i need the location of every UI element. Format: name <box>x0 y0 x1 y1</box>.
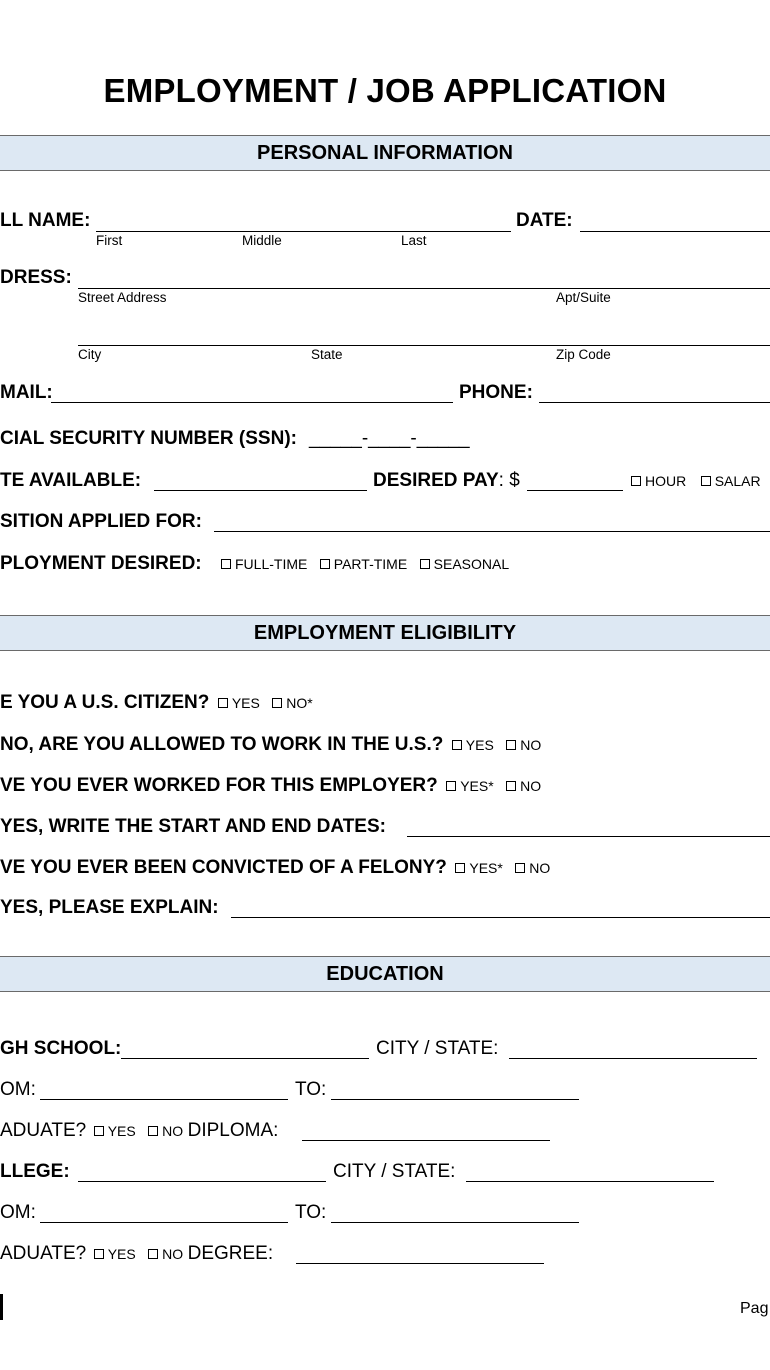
zip-caption: Zip Code <box>556 347 611 362</box>
address-label: DRESS: <box>0 267 72 288</box>
degree-field[interactable] <box>296 1263 544 1264</box>
authorized-no-label: NO <box>520 737 542 753</box>
hour-label: HOUR <box>645 473 687 489</box>
college-label: LLEGE: <box>0 1161 70 1182</box>
page-title: EMPLOYMENT / JOB APPLICATION <box>103 72 667 109</box>
hs-from-label: OM: <box>0 1079 36 1100</box>
hs-graduate-label: ADUATE? <box>0 1120 87 1141</box>
seasonal-label: SEASONAL <box>433 556 510 572</box>
felony-question-label: VE YOU EVER BEEN CONVICTED OF A FELONY? <box>0 857 447 878</box>
felony-no-label: NO <box>529 860 551 876</box>
date-label: DATE: <box>516 210 573 231</box>
hs-graduate-no-label: NO <box>162 1123 184 1139</box>
full-name-field[interactable] <box>96 231 511 232</box>
part-time-checkbox[interactable] <box>320 559 330 569</box>
pay-prefix: : $ <box>498 470 520 491</box>
desired-pay-group <box>373 470 520 492</box>
phone-label: PHONE: <box>459 382 533 403</box>
explain-field[interactable] <box>231 917 770 918</box>
date-available-label: TE AVAILABLE: <box>0 470 142 491</box>
degree-label: DEGREE: <box>187 1243 274 1264</box>
citizen-yes-label: YES <box>231 695 260 711</box>
college-city-state-label: CITY / STATE: <box>333 1161 456 1182</box>
felony-yes-checkbox[interactable] <box>455 863 465 873</box>
diploma-label: DIPLOMA: <box>187 1120 279 1141</box>
salary-label: SALAR <box>714 473 761 489</box>
high-school-field[interactable] <box>121 1058 369 1059</box>
section-header-eligibility: EMPLOYMENT ELIGIBILITY <box>0 615 770 651</box>
college-from-field[interactable] <box>40 1222 288 1223</box>
college-from-label: OM: <box>0 1202 36 1223</box>
hs-to-label: TO: <box>295 1079 327 1100</box>
diploma-field[interactable] <box>302 1140 550 1141</box>
authorized-yes-label: YES <box>465 737 494 753</box>
state-caption: State <box>311 347 343 362</box>
full-time-checkbox[interactable] <box>221 559 231 569</box>
worked-yes-checkbox[interactable] <box>446 781 456 791</box>
hs-city-state-label: CITY / STATE: <box>376 1038 499 1059</box>
hs-city-state-field[interactable] <box>509 1058 757 1059</box>
desired-pay-label: DESIRED PAY <box>373 470 499 491</box>
citizen-no-checkbox[interactable] <box>272 698 282 708</box>
part-time-label: PART-TIME <box>333 556 408 572</box>
felony-question <box>0 857 550 879</box>
desired-pay-field[interactable] <box>527 490 623 491</box>
date-available-field[interactable] <box>154 490 367 491</box>
seasonal-checkbox[interactable] <box>420 559 430 569</box>
college-graduate-yes-label: YES <box>107 1246 136 1262</box>
college-graduate-no-label: NO <box>162 1246 184 1262</box>
college-graduate-question <box>0 1243 273 1265</box>
email-label: MAIL: <box>0 382 53 403</box>
start-end-dates-field[interactable] <box>407 836 770 837</box>
citizen-question <box>0 692 313 714</box>
hour-checkbox[interactable] <box>631 476 641 486</box>
college-city-state-field[interactable] <box>466 1181 714 1182</box>
city-caption: City <box>78 347 102 362</box>
hs-to-field[interactable] <box>331 1099 579 1100</box>
college-to-label: TO: <box>295 1202 327 1223</box>
felony-no-checkbox[interactable] <box>515 863 525 873</box>
full-name-label: LL NAME: <box>0 210 91 231</box>
middle-name-caption: Middle <box>242 233 282 248</box>
last-name-caption: Last <box>401 233 427 248</box>
previous-employer-question <box>0 775 541 797</box>
employment-type-options <box>219 556 509 574</box>
logo-mark-icon <box>0 1294 3 1320</box>
authorized-no-checkbox[interactable] <box>506 740 516 750</box>
high-school-label: GH SCHOOL: <box>0 1038 122 1059</box>
city-state-zip-field[interactable] <box>78 345 770 346</box>
college-to-field[interactable] <box>331 1222 579 1223</box>
street-caption: Street Address <box>78 290 167 305</box>
section-header-education: EDUCATION <box>0 956 770 992</box>
position-label: SITION APPLIED FOR: <box>0 511 202 532</box>
start-end-dates-label: YES, WRITE THE START AND END DATES: <box>0 816 386 837</box>
work-authorization-question <box>0 734 541 756</box>
hs-from-field[interactable] <box>40 1099 288 1100</box>
citizen-no-label: NO* <box>286 695 313 711</box>
employment-desired-label: PLOYMENT DESIRED: <box>0 553 202 574</box>
ssn-label: CIAL SECURITY NUMBER (SSN): <box>0 428 297 449</box>
email-field[interactable] <box>51 402 453 403</box>
college-graduate-label: ADUATE? <box>0 1243 87 1264</box>
apt-caption: Apt/Suite <box>556 290 611 305</box>
section-header-personal: PERSONAL INFORMATION <box>0 135 770 171</box>
college-graduate-no-checkbox[interactable] <box>148 1249 158 1259</box>
work-authorization-label: NO, ARE YOU ALLOWED TO WORK IN THE U.S.? <box>0 734 444 755</box>
pay-options <box>629 473 761 491</box>
hs-graduate-no-checkbox[interactable] <box>148 1126 158 1136</box>
first-name-caption: First <box>96 233 123 248</box>
ssn-field[interactable]: _____-____-_____ <box>309 428 470 449</box>
salary-checkbox[interactable] <box>701 476 711 486</box>
hs-graduate-yes-checkbox[interactable] <box>94 1126 104 1136</box>
college-field[interactable] <box>78 1181 326 1182</box>
street-address-field[interactable] <box>78 288 770 289</box>
citizen-question-label: E YOU A U.S. CITIZEN? <box>0 692 210 713</box>
hs-graduate-yes-label: YES <box>107 1123 136 1139</box>
worked-no-checkbox[interactable] <box>506 781 516 791</box>
college-graduate-yes-checkbox[interactable] <box>94 1249 104 1259</box>
full-time-label: FULL-TIME <box>235 556 308 572</box>
citizen-yes-checkbox[interactable] <box>218 698 228 708</box>
hs-graduate-question <box>0 1120 278 1142</box>
date-field[interactable] <box>580 231 770 232</box>
felony-yes-label: YES* <box>469 860 503 876</box>
phone-field[interactable] <box>539 402 770 403</box>
page-number: Pag <box>740 1300 769 1317</box>
explain-label: YES, PLEASE EXPLAIN: <box>0 897 219 918</box>
position-field[interactable] <box>214 531 770 532</box>
worked-no-label: NO <box>520 778 542 794</box>
previous-employer-label: VE YOU EVER WORKED FOR THIS EMPLOYER? <box>0 775 438 796</box>
authorized-yes-checkbox[interactable] <box>452 740 462 750</box>
worked-yes-label: YES* <box>460 778 494 794</box>
